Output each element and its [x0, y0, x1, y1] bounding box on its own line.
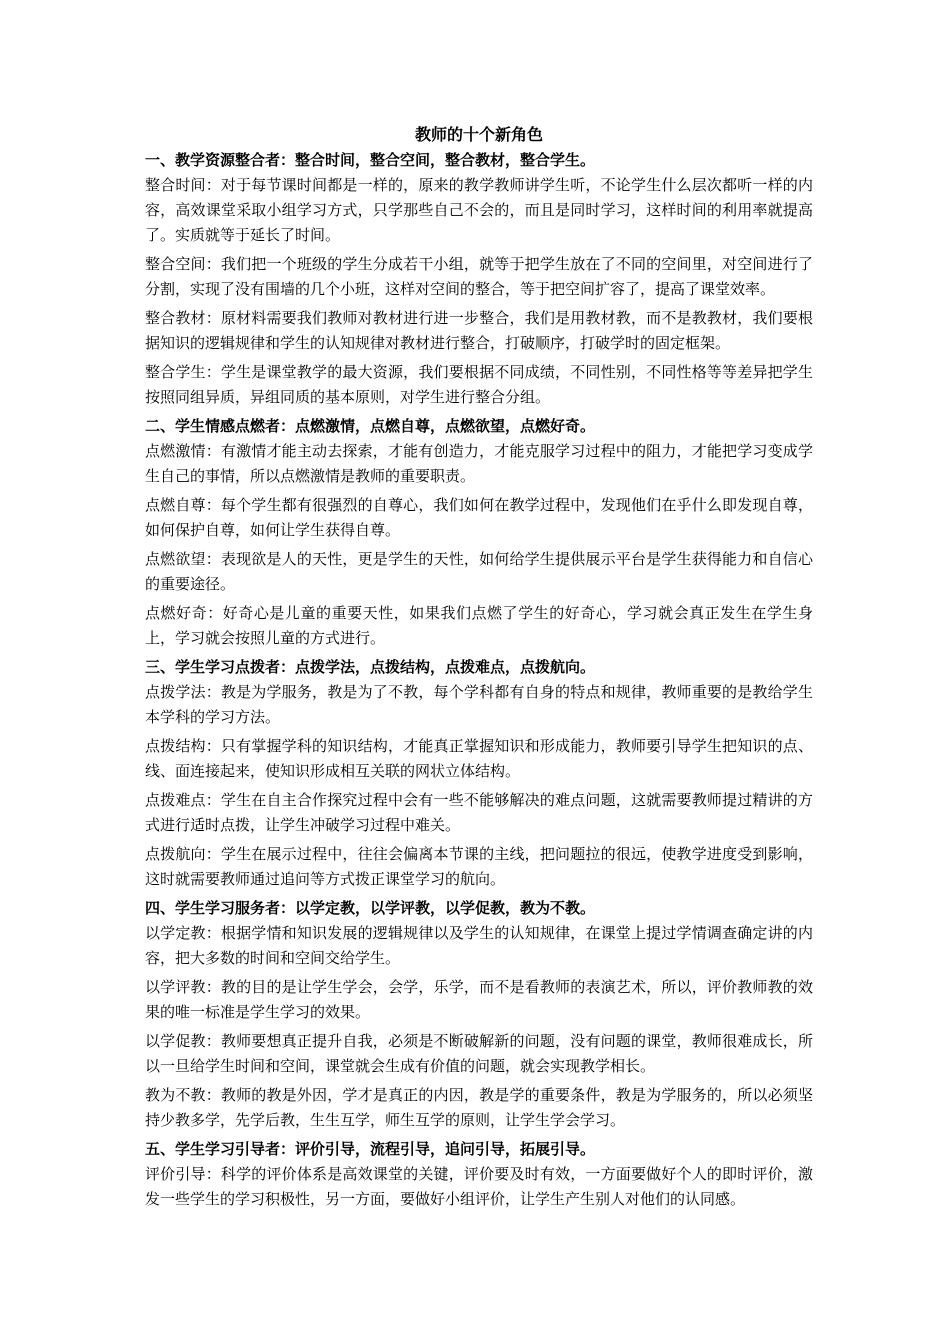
section-paragraph: 点拨学法：教是为学服务，教是为了不教，每个学科都有自身的特点和规律，教师重要的是教给学生本学科的学习方法。 — [145, 683, 813, 726]
document-title: 教师的十个新角色 — [414, 125, 543, 144]
section-paragraph: 点燃自尊：每个学生都有很强烈的自尊心，我们如何在教学过程中，发现他们在乎什么即发现自尊，如何保护自尊，如何让学生获得自尊。 — [145, 496, 813, 539]
section-heading: 三、学生学习点拨者：点拨学法，点拨结构，点拨难点，点拨航向。 — [145, 658, 596, 676]
section-3 — [145, 655, 813, 892]
section-paragraph: 点拨难点：学生在自主合作探究过程中会有一些不能够解决的难点问题，这就需要教师提过精讲的方式进行适时点拨，让学生冲破学习过程中难关。 — [145, 791, 813, 834]
section-2 — [145, 414, 813, 651]
section-paragraph: 以学定教：根据学情和知识发展的逻辑规律以及学生的认知规律，在课堂上提过学情调查确定讲的内容，把大多数的时间和空间交给学生。 — [145, 924, 813, 967]
section-paragraph: 点燃好奇：好奇心是儿童的重要天性，如果我们点燃了学生的好奇心，学习就会真正发生在学生身上，学习就会按照儿童的方式进行。 — [145, 604, 813, 647]
section-paragraph: 点燃欲望：表现欲是人的天性，更是学生的天性，如何给学生提供展示平台是学生获得能力和自信心的重要途径。 — [145, 550, 813, 593]
section-4 — [145, 896, 813, 1133]
section-paragraph: 整合空间：我们把一个班级的学生分成若干小组，就等于把学生放在了不同的空间里，对空间进行了分割，实现了没有围墙的几个小班，这样对空间的整合，等于把空间扩容了，提高了课堂效率。 — [145, 255, 813, 298]
section-5 — [145, 1137, 813, 1212]
section-heading: 四、学生学习服务者：以学定教，以学评教，以学促教，教为不教。 — [145, 899, 596, 917]
section-paragraph: 以学促教：教师要想真正提升自我，必须是不断破解新的问题，没有问题的课堂，教师很难成长，所以一旦给学生时间和空间，课堂就会生成有价值的问题，就会实现教学相长。 — [145, 1032, 813, 1075]
section-heading: 二、学生情感点燃者：点燃激情，点燃自尊，点燃欲望，点燃好奇。 — [145, 417, 596, 435]
section-paragraph: 点拨航向：学生在展示过程中，往往会偏离本节课的主线，把问题拉的很远，使教学进度受到影响，这时就需要教师通过追问等方式拨正课堂学习的航向。 — [145, 845, 813, 888]
section-heading: 五、学生学习引导者：评价引导，流程引导，追问引导，拓展引导。 — [145, 1140, 596, 1158]
section-paragraph: 评价引导：科学的评价体系是高效课堂的关键，评价要及时有效，一方面要做好个人的即时评价，激发一些学生的学习积极性，另一方面，要做好小组评价，让学生产生别人对他们的认同感。 — [145, 1165, 813, 1208]
section-paragraph: 点燃激情：有激情才能主动去探索，才能有创造力，才能克服学习过程中的阻力，才能把学习变成学生自己的事情，所以点燃激情是教师的重要职责。 — [145, 442, 813, 485]
section-paragraph: 点拨结构：只有掌握学科的知识结构，才能真正掌握知识和形成能力，教师要引导学生把知识的点、线、面连接起来，使知识形成相互关联的网状立体结构。 — [145, 737, 813, 780]
section-paragraph: 整合教材：原材料需要我们教师对教材进行进一步整合，我们是用教材教，而不是教教材，我们要根据知识的逻辑规律和学生的认知规律对教材进行整合，打破顺序，打破学时的固定框架。 — [145, 309, 813, 352]
section-1 — [145, 148, 813, 410]
section-paragraph: 整合时间：对于每节课时间都是一样的，原来的教学教师讲学生听，不论学生什么层次都听一样的内容，高效课堂采取小组学习方式，只学那些自己不会的，而且是同时学习，这样时间的利用率就提高了。实质就等于延长了时间。 — [145, 176, 813, 244]
section-paragraph: 整合学生：学生是课堂教学的最大资源，我们要根据不同成绩，不同性别，不同性格等等差异把学生按照同组异质，异组同质的基本原则，对学生进行整合分组。 — [145, 363, 813, 406]
section-paragraph: 教为不教：教师的教是外因，学才是真正的内因，教是学的重要条件，教是为学服务的，所以必须坚持少教多学，先学后教，生生互学，师生互学的原则，让学生学会学习。 — [145, 1086, 813, 1129]
section-paragraph: 以学评教：教的目的是让学生学会，会学，乐学，而不是看教师的表演艺术，所以，评价教师教的效果的唯一标准是学生学习的效果。 — [145, 978, 813, 1021]
section-heading: 一、教学资源整合者：整合时间，整合空间，整合教材，整合学生。 — [145, 151, 596, 169]
